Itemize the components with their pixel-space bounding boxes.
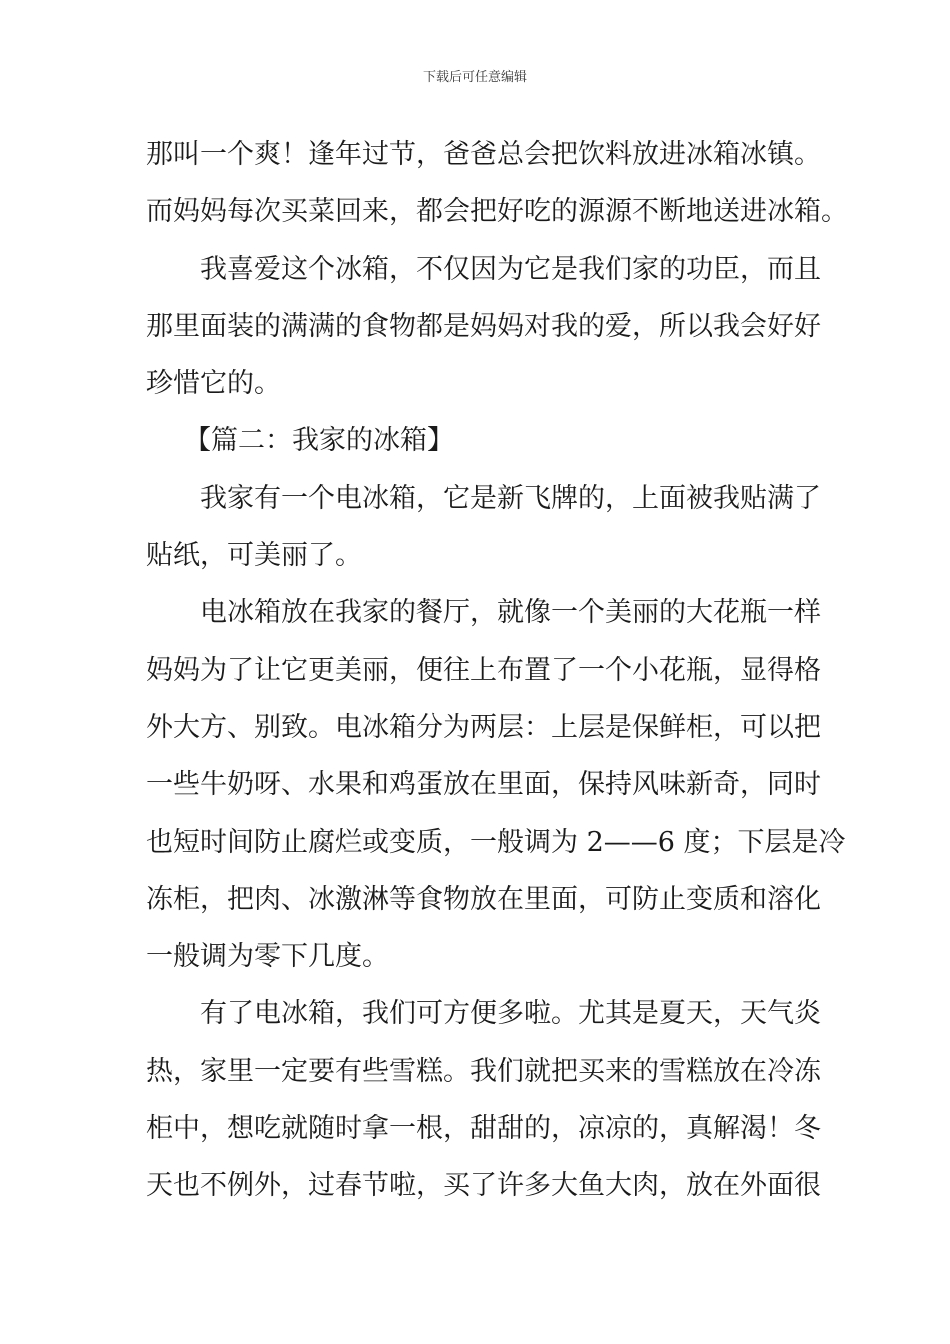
text-line: 而妈妈每次买菜回来，都会把好吃的源源不断地送进冰箱。 bbox=[146, 196, 848, 228]
document-body bbox=[146, 126, 848, 1215]
text-line: 妈妈为了让它更美丽，便往上布置了一个小花瓶，显得格 bbox=[146, 654, 821, 686]
text-line: 那里面装的满满的食物都是妈妈对我的爱，所以我会好好 bbox=[146, 310, 821, 342]
text-line: 柜中，想吃就随时拿一根，甜甜的，凉凉的，真解渴！冬 bbox=[146, 1113, 821, 1145]
text-line: 贴纸，可美丽了。 bbox=[146, 540, 362, 572]
paragraph-start-line: 我家有一个电冰箱，它是新飞牌的，上面被我贴满了 bbox=[200, 482, 821, 514]
text-line: 热，家里一定要有些雪糕。我们就把买来的雪糕放在冷冻 bbox=[146, 1055, 821, 1087]
text-line: 也短时间防止腐烂或变质，一般调为 2——6 度；下层是冷 bbox=[146, 826, 846, 858]
text-line: 一些牛奶呀、水果和鸡蛋放在里面，保持风味新奇，同时 bbox=[146, 769, 821, 801]
paragraph-start-line: 有了电冰箱，我们可方便多啦。尤其是夏天，天气炎 bbox=[200, 998, 821, 1030]
text-line: 那叫一个爽！逢年过节，爸爸总会把饮料放进冰箱冰镇。 bbox=[146, 139, 821, 170]
text-line: 冻柜，把肉、冰激淋等食物放在里面，可防止变质和溶化 bbox=[146, 883, 821, 915]
text-line: 外大方、别致。电冰箱分为两层：上层是保鲜柜，可以把 bbox=[146, 711, 821, 743]
paragraph-start-line: 电冰箱放在我家的餐厅，就像一个美丽的大花瓶一样 bbox=[200, 597, 821, 629]
text-line: 珍惜它的。 bbox=[146, 368, 281, 400]
page-header: 下载后可任意编辑 bbox=[422, 70, 527, 85]
paragraph-start-line: 我喜爱这个冰箱，不仅因为它是我们家的功臣，而且 bbox=[200, 253, 821, 285]
section-heading: 【篇二：我家的冰箱】 bbox=[184, 425, 454, 457]
text-line: 天也不例外，过春节啦，买了许多大鱼大肉，放在外面很 bbox=[146, 1170, 821, 1202]
text-line: 一般调为零下几度。 bbox=[146, 941, 389, 973]
